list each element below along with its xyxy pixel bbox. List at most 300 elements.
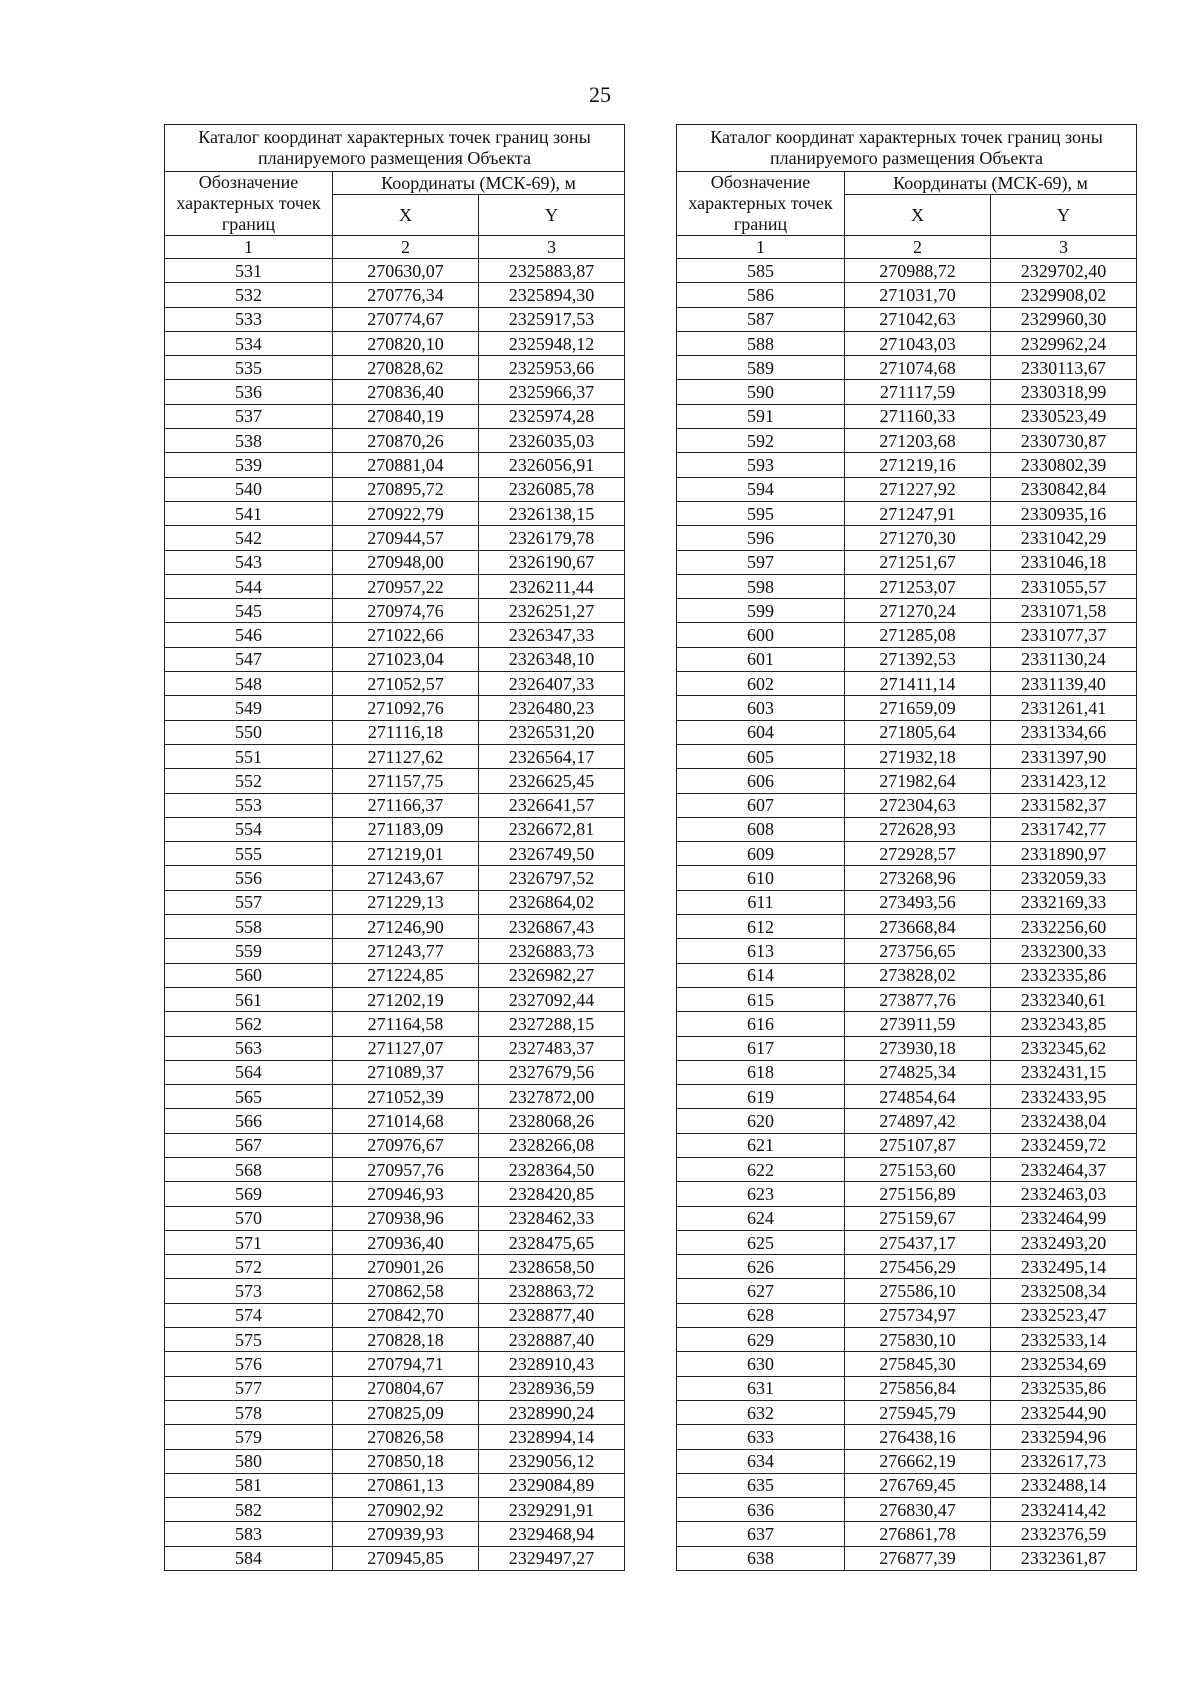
table-row [677, 429, 1137, 453]
x-coordinate-cell: 275586,10 [845, 1279, 991, 1303]
x-coordinate-cell: 270939,93 [333, 1522, 479, 1546]
table-row [677, 1473, 1137, 1497]
table-row [677, 987, 1137, 1011]
x-coordinate-cell: 270794,71 [333, 1352, 479, 1376]
x-coordinate-cell: 270901,26 [333, 1255, 479, 1279]
point-number-cell: 610 [677, 866, 845, 890]
x-coordinate-cell: 271031,70 [845, 283, 991, 307]
y-coordinate-cell: 2326864,02 [479, 890, 625, 914]
table-row [677, 1425, 1137, 1449]
y-coordinate-cell: 2331334,66 [991, 720, 1137, 744]
x-coordinate-cell: 271042,63 [845, 307, 991, 331]
table-row [165, 501, 625, 525]
table-row [677, 1279, 1137, 1303]
point-number-cell: 604 [677, 720, 845, 744]
y-coordinate-cell: 2325974,28 [479, 404, 625, 428]
table-row [677, 574, 1137, 598]
x-coordinate-cell: 270826,58 [333, 1425, 479, 1449]
y-coordinate-cell: 2326056,91 [479, 453, 625, 477]
x-coordinate-cell: 270862,58 [333, 1279, 479, 1303]
y-coordinate-cell: 2327092,44 [479, 987, 625, 1011]
point-number-cell: 580 [165, 1449, 333, 1473]
point-number-cell: 608 [677, 817, 845, 841]
table-row [677, 842, 1137, 866]
point-number-cell: 568 [165, 1157, 333, 1181]
table-row [677, 769, 1137, 793]
point-number-cell: 547 [165, 647, 333, 671]
point-number-cell: 591 [677, 404, 845, 428]
point-number-cell: 607 [677, 793, 845, 817]
point-number-cell: 546 [165, 623, 333, 647]
y-coordinate-cell: 2328266,08 [479, 1133, 625, 1157]
x-coordinate-cell: 275107,87 [845, 1133, 991, 1157]
y-coordinate-cell: 2329497,27 [479, 1546, 625, 1570]
point-number-cell: 573 [165, 1279, 333, 1303]
table-row [165, 1376, 625, 1400]
x-coordinate-cell: 270842,70 [333, 1303, 479, 1327]
table-row [165, 331, 625, 355]
y-coordinate-cell: 2328658,50 [479, 1255, 625, 1279]
x-coordinate-cell: 271219,01 [333, 842, 479, 866]
x-coordinate-cell: 270828,62 [333, 356, 479, 380]
point-number-cell: 581 [165, 1473, 333, 1497]
table-row [677, 744, 1137, 768]
point-number-cell: 638 [677, 1546, 845, 1570]
point-number-cell: 636 [677, 1498, 845, 1522]
table-row [677, 1036, 1137, 1060]
y-coordinate-cell: 2330523,49 [991, 404, 1137, 428]
coordinates-table-right [676, 124, 1137, 1571]
table-body-right [677, 259, 1137, 1571]
table-row [165, 1498, 625, 1522]
y-coordinate-cell: 2327288,15 [479, 1012, 625, 1036]
y-coordinate-cell: 2331423,12 [991, 769, 1137, 793]
point-number-cell: 555 [165, 842, 333, 866]
x-coordinate-cell: 270828,18 [333, 1328, 479, 1352]
x-coordinate-cell: 270902,92 [333, 1498, 479, 1522]
page-number: 25 [589, 82, 611, 107]
table-row [677, 1182, 1137, 1206]
point-number-cell: 637 [677, 1522, 845, 1546]
y-coordinate-cell: 2328462,33 [479, 1206, 625, 1230]
y-coordinate-cell: 2329908,02 [991, 283, 1137, 307]
y-coordinate-cell: 2332535,86 [991, 1376, 1137, 1400]
point-number-cell: 534 [165, 331, 333, 355]
x-coordinate-cell: 271411,14 [845, 672, 991, 696]
table-row [677, 453, 1137, 477]
y-coordinate-cell: 2328877,40 [479, 1303, 625, 1327]
table-row [677, 404, 1137, 428]
y-coordinate-cell: 2332488,14 [991, 1473, 1137, 1497]
x-coordinate-cell: 271805,64 [845, 720, 991, 744]
table-row [165, 987, 625, 1011]
table-row [165, 1230, 625, 1254]
table-row [677, 501, 1137, 525]
y-coordinate-cell: 2326672,81 [479, 817, 625, 841]
x-coordinate-cell: 270820,10 [333, 331, 479, 355]
point-number-cell: 584 [165, 1546, 333, 1570]
table-row [677, 477, 1137, 501]
point-number-cell: 592 [677, 429, 845, 453]
table-row [165, 380, 625, 404]
y-coordinate-cell: 2332414,42 [991, 1498, 1137, 1522]
table-row [165, 1255, 625, 1279]
table-row [677, 866, 1137, 890]
table-row [677, 550, 1137, 574]
x-coordinate-cell: 271183,09 [333, 817, 479, 841]
table-row [677, 1449, 1137, 1473]
x-coordinate-cell: 275734,97 [845, 1303, 991, 1327]
x-coordinate-cell: 270630,07 [333, 259, 479, 283]
y-coordinate-cell: 2332376,59 [991, 1522, 1137, 1546]
x-coordinate-cell: 276877,39 [845, 1546, 991, 1570]
designation-header: Обозначение характерных точек границ [677, 172, 845, 236]
y-header: Y [991, 195, 1137, 236]
table-row [677, 380, 1137, 404]
table-row [165, 283, 625, 307]
y-coordinate-cell: 2326348,10 [479, 647, 625, 671]
y-coordinate-cell: 2332534,69 [991, 1352, 1137, 1376]
point-number-cell: 605 [677, 744, 845, 768]
y-coordinate-cell: 2331139,40 [991, 672, 1137, 696]
x-coordinate-cell: 270944,57 [333, 526, 479, 550]
x-coordinate-cell: 271089,37 [333, 1060, 479, 1084]
y-coordinate-cell: 2332617,73 [991, 1449, 1137, 1473]
table-row [165, 939, 625, 963]
y-coordinate-cell: 2332343,85 [991, 1012, 1137, 1036]
table-row [165, 1328, 625, 1352]
y-coordinate-cell: 2326641,57 [479, 793, 625, 817]
x-coordinate-cell: 275845,30 [845, 1352, 991, 1376]
y-coordinate-cell: 2329960,30 [991, 307, 1137, 331]
point-number-cell: 614 [677, 963, 845, 987]
table-row [677, 890, 1137, 914]
y-coordinate-cell: 2328420,85 [479, 1182, 625, 1206]
x-coordinate-cell: 271932,18 [845, 744, 991, 768]
point-number-cell: 569 [165, 1182, 333, 1206]
table-row [677, 1522, 1137, 1546]
point-number-cell: 543 [165, 550, 333, 574]
table-row [165, 599, 625, 623]
point-number-cell: 618 [677, 1060, 845, 1084]
coordinates-header: Координаты (МСК-69), м [333, 172, 625, 195]
point-number-cell: 554 [165, 817, 333, 841]
y-coordinate-cell: 2328863,72 [479, 1279, 625, 1303]
point-number-cell: 593 [677, 453, 845, 477]
y-coordinate-cell: 2326138,15 [479, 501, 625, 525]
x-coordinate-cell: 275159,67 [845, 1206, 991, 1230]
y-header: Y [479, 195, 625, 236]
y-coordinate-cell: 2332459,72 [991, 1133, 1137, 1157]
point-number-cell: 577 [165, 1376, 333, 1400]
x-coordinate-cell: 273877,76 [845, 987, 991, 1011]
point-number-cell: 560 [165, 963, 333, 987]
x-coordinate-cell: 276438,16 [845, 1425, 991, 1449]
y-coordinate-cell: 2329291,91 [479, 1498, 625, 1522]
table-row [677, 356, 1137, 380]
point-number-cell: 616 [677, 1012, 845, 1036]
y-coordinate-cell: 2326211,44 [479, 574, 625, 598]
point-number-cell: 578 [165, 1400, 333, 1424]
table-row [165, 404, 625, 428]
table-row [165, 1279, 625, 1303]
table-row [165, 963, 625, 987]
x-coordinate-cell: 271270,30 [845, 526, 991, 550]
x-coordinate-cell: 270945,85 [333, 1546, 479, 1570]
x-coordinate-cell: 270976,67 [333, 1133, 479, 1157]
point-number-cell: 598 [677, 574, 845, 598]
point-number-cell: 571 [165, 1230, 333, 1254]
point-number-cell: 548 [165, 672, 333, 696]
column-number-3: 3 [991, 236, 1137, 259]
table-row [165, 1157, 625, 1181]
table-row [165, 453, 625, 477]
x-coordinate-cell: 270870,26 [333, 429, 479, 453]
y-coordinate-cell: 2332340,61 [991, 987, 1137, 1011]
point-number-cell: 582 [165, 1498, 333, 1522]
x-coordinate-cell: 270948,00 [333, 550, 479, 574]
x-coordinate-cell: 275856,84 [845, 1376, 991, 1400]
table-row [165, 623, 625, 647]
table-row [677, 1400, 1137, 1424]
table-row [677, 1546, 1137, 1570]
x-coordinate-cell: 276830,47 [845, 1498, 991, 1522]
table-row [165, 1206, 625, 1230]
table-row [165, 307, 625, 331]
y-coordinate-cell: 2330318,99 [991, 380, 1137, 404]
column-number-2: 2 [333, 236, 479, 259]
point-number-cell: 541 [165, 501, 333, 525]
point-number-cell: 539 [165, 453, 333, 477]
y-coordinate-cell: 2328887,40 [479, 1328, 625, 1352]
x-coordinate-cell: 273493,56 [845, 890, 991, 914]
y-coordinate-cell: 2329468,94 [479, 1522, 625, 1546]
y-coordinate-cell: 2331055,57 [991, 574, 1137, 598]
y-coordinate-cell: 2331582,37 [991, 793, 1137, 817]
point-number-cell: 633 [677, 1425, 845, 1449]
table-row [677, 331, 1137, 355]
table-row [677, 1085, 1137, 1109]
x-coordinate-cell: 271043,03 [845, 331, 991, 355]
point-number-cell: 609 [677, 842, 845, 866]
y-coordinate-cell: 2328475,65 [479, 1230, 625, 1254]
y-coordinate-cell: 2326035,03 [479, 429, 625, 453]
point-number-cell: 542 [165, 526, 333, 550]
point-number-cell: 565 [165, 1085, 333, 1109]
x-coordinate-cell: 271243,67 [333, 866, 479, 890]
point-number-cell: 561 [165, 987, 333, 1011]
point-number-cell: 628 [677, 1303, 845, 1327]
x-coordinate-cell: 271052,57 [333, 672, 479, 696]
table-row [677, 259, 1137, 283]
point-number-cell: 630 [677, 1352, 845, 1376]
y-coordinate-cell: 2329084,89 [479, 1473, 625, 1497]
table-row [165, 550, 625, 574]
x-coordinate-cell: 270840,19 [333, 404, 479, 428]
x-coordinate-cell: 275437,17 [845, 1230, 991, 1254]
point-number-cell: 611 [677, 890, 845, 914]
y-coordinate-cell: 2326190,67 [479, 550, 625, 574]
x-coordinate-cell: 270861,13 [333, 1473, 479, 1497]
table-row [165, 915, 625, 939]
table-row [165, 1060, 625, 1084]
point-number-cell: 602 [677, 672, 845, 696]
point-number-cell: 613 [677, 939, 845, 963]
point-number-cell: 576 [165, 1352, 333, 1376]
y-coordinate-cell: 2329962,24 [991, 331, 1137, 355]
x-coordinate-cell: 271270,24 [845, 599, 991, 623]
point-number-cell: 620 [677, 1109, 845, 1133]
y-coordinate-cell: 2329056,12 [479, 1449, 625, 1473]
x-coordinate-cell: 270957,22 [333, 574, 479, 598]
table-row [165, 1085, 625, 1109]
x-coordinate-cell: 270938,96 [333, 1206, 479, 1230]
x-coordinate-cell: 270957,76 [333, 1157, 479, 1181]
x-coordinate-cell: 274854,64 [845, 1085, 991, 1109]
table-row [677, 963, 1137, 987]
table-row [165, 477, 625, 501]
y-coordinate-cell: 2332169,33 [991, 890, 1137, 914]
y-coordinate-cell: 2331130,24 [991, 647, 1137, 671]
table-row [165, 1182, 625, 1206]
x-coordinate-cell: 270825,09 [333, 1400, 479, 1424]
table-row [677, 817, 1137, 841]
point-number-cell: 557 [165, 890, 333, 914]
y-coordinate-cell: 2329702,40 [991, 259, 1137, 283]
point-number-cell: 538 [165, 429, 333, 453]
y-coordinate-cell: 2332361,87 [991, 1546, 1137, 1570]
y-coordinate-cell: 2326407,33 [479, 672, 625, 696]
table-row [165, 1036, 625, 1060]
y-coordinate-cell: 2328364,50 [479, 1157, 625, 1181]
y-coordinate-cell: 2326867,43 [479, 915, 625, 939]
table-row [677, 1206, 1137, 1230]
x-coordinate-cell: 270936,40 [333, 1230, 479, 1254]
y-coordinate-cell: 2332464,37 [991, 1157, 1137, 1181]
x-coordinate-cell: 271247,91 [845, 501, 991, 525]
x-coordinate-cell: 273756,65 [845, 939, 991, 963]
point-number-cell: 585 [677, 259, 845, 283]
x-coordinate-cell: 274825,34 [845, 1060, 991, 1084]
table-row [165, 793, 625, 817]
x-coordinate-cell: 271023,04 [333, 647, 479, 671]
table-row [165, 1303, 625, 1327]
y-coordinate-cell: 2328990,24 [479, 1400, 625, 1424]
y-coordinate-cell: 2327483,37 [479, 1036, 625, 1060]
table-row [165, 1352, 625, 1376]
point-number-cell: 532 [165, 283, 333, 307]
point-number-cell: 540 [165, 477, 333, 501]
y-coordinate-cell: 2332256,60 [991, 915, 1137, 939]
x-coordinate-cell: 272928,57 [845, 842, 991, 866]
point-number-cell: 579 [165, 1425, 333, 1449]
y-coordinate-cell: 2332523,47 [991, 1303, 1137, 1327]
x-coordinate-cell: 271074,68 [845, 356, 991, 380]
point-number-cell: 583 [165, 1522, 333, 1546]
table-row [165, 1012, 625, 1036]
table-row [677, 939, 1137, 963]
x-coordinate-cell: 275830,10 [845, 1328, 991, 1352]
y-coordinate-cell: 2326179,78 [479, 526, 625, 550]
point-number-cell: 627 [677, 1279, 845, 1303]
x-coordinate-cell: 276769,45 [845, 1473, 991, 1497]
point-number-cell: 587 [677, 307, 845, 331]
table-row [677, 1230, 1137, 1254]
y-coordinate-cell: 2328910,43 [479, 1352, 625, 1376]
point-number-cell: 556 [165, 866, 333, 890]
y-coordinate-cell: 2332438,04 [991, 1109, 1137, 1133]
y-coordinate-cell: 2326347,33 [479, 623, 625, 647]
designation-header: Обозначение характерных точек границ [165, 172, 333, 236]
point-number-cell: 589 [677, 356, 845, 380]
point-number-cell: 599 [677, 599, 845, 623]
x-coordinate-cell: 271243,77 [333, 939, 479, 963]
y-coordinate-cell: 2325917,53 [479, 307, 625, 331]
point-number-cell: 635 [677, 1473, 845, 1497]
table-row [165, 696, 625, 720]
y-coordinate-cell: 2332431,15 [991, 1060, 1137, 1084]
table-row [677, 599, 1137, 623]
y-coordinate-cell: 2332495,14 [991, 1255, 1137, 1279]
x-coordinate-cell: 270974,76 [333, 599, 479, 623]
column-number-2: 2 [845, 236, 991, 259]
y-coordinate-cell: 2332594,96 [991, 1425, 1137, 1449]
x-coordinate-cell: 271052,39 [333, 1085, 479, 1109]
point-number-cell: 622 [677, 1157, 845, 1181]
table-row [165, 744, 625, 768]
point-number-cell: 623 [677, 1182, 845, 1206]
table-row [677, 720, 1137, 744]
point-number-cell: 600 [677, 623, 845, 647]
table-row [677, 283, 1137, 307]
table-row [677, 793, 1137, 817]
table-row [165, 1400, 625, 1424]
table-row [165, 429, 625, 453]
x-coordinate-cell: 270946,93 [333, 1182, 479, 1206]
column-number-3: 3 [479, 236, 625, 259]
table-row [677, 623, 1137, 647]
y-coordinate-cell: 2326480,23 [479, 696, 625, 720]
point-number-cell: 574 [165, 1303, 333, 1327]
x-coordinate-cell: 270881,04 [333, 453, 479, 477]
point-number-cell: 590 [677, 380, 845, 404]
y-coordinate-cell: 2326625,45 [479, 769, 625, 793]
table-row [165, 817, 625, 841]
table-row [165, 356, 625, 380]
table-row [677, 1109, 1137, 1133]
x-coordinate-cell: 273668,84 [845, 915, 991, 939]
x-header: X [845, 195, 991, 236]
point-number-cell: 559 [165, 939, 333, 963]
x-coordinate-cell: 271014,68 [333, 1109, 479, 1133]
point-number-cell: 566 [165, 1109, 333, 1133]
y-coordinate-cell: 2332345,62 [991, 1036, 1137, 1060]
point-number-cell: 629 [677, 1328, 845, 1352]
table-row [165, 526, 625, 550]
table-row [165, 1425, 625, 1449]
x-coordinate-cell: 276861,78 [845, 1522, 991, 1546]
table-row [165, 1449, 625, 1473]
x-coordinate-cell: 271164,58 [333, 1012, 479, 1036]
table-row [165, 259, 625, 283]
table-row [677, 1012, 1137, 1036]
x-coordinate-cell: 271285,08 [845, 623, 991, 647]
table-row [677, 307, 1137, 331]
table-row [677, 672, 1137, 696]
point-number-cell: 634 [677, 1449, 845, 1473]
table-row [165, 890, 625, 914]
y-coordinate-cell: 2332300,33 [991, 939, 1137, 963]
